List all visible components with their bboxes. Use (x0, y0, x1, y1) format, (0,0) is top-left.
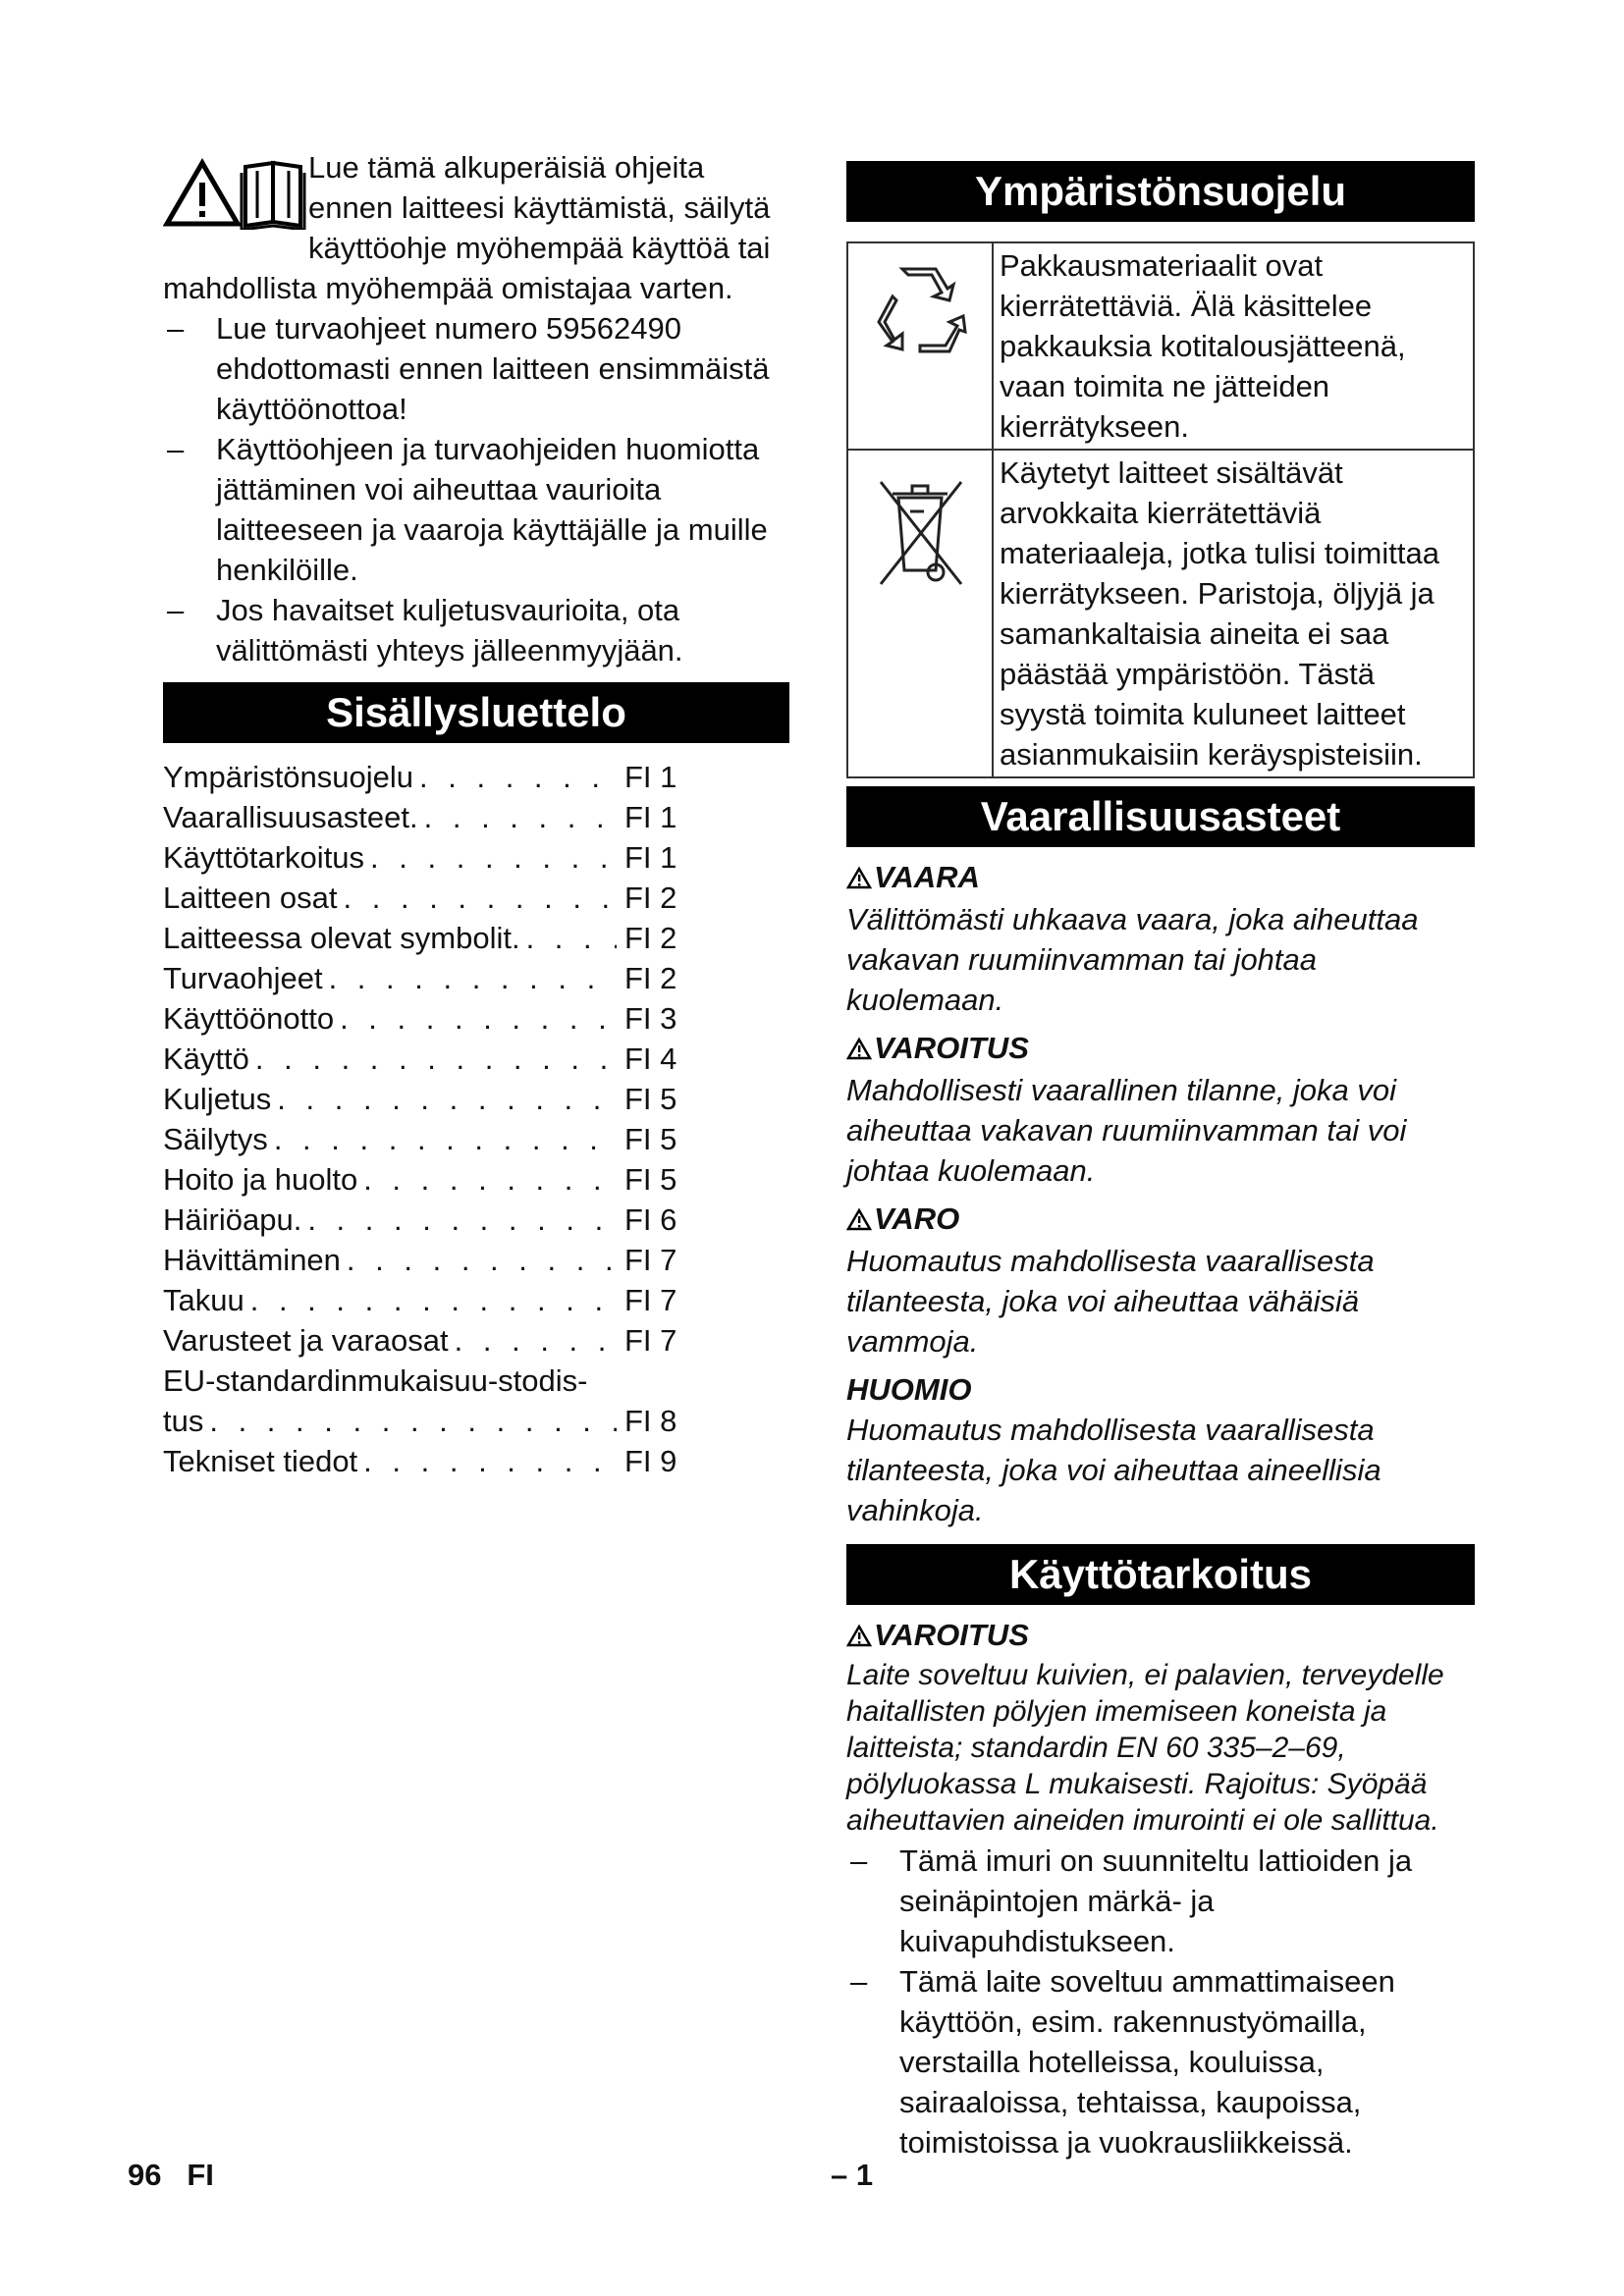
toc-heading: Sisällysluettelo (163, 682, 789, 743)
toc-entry[interactable]: Laitteessa olevat symbolit. . . . FI 2 (163, 918, 693, 958)
intro-text: Lue tämä alkuperäisiä ohjeita ennen laitteesi käyttämistä, säilytä käyttöohje myöhempää käyttöä tai mahdollista myöhempää omistajaa varten. (163, 150, 771, 305)
intro-item: – Lue turvaohjeet numero 59562490 ehdottomasti ennen laitteen ensimmäistä käyttöönottoa! (167, 311, 770, 426)
toc-entry[interactable]: Hävittäminen . . . FI 7 (163, 1240, 693, 1280)
note-label: HUOMIO (846, 1372, 972, 1407)
warning-manual-icon (163, 153, 308, 230)
toc-entry[interactable]: Käyttö . . . FI 4 (163, 1039, 693, 1079)
hazard-heading: Vaarallisuusasteet (846, 786, 1475, 847)
weee-row (848, 449, 1473, 776)
toc-entry[interactable]: Takuu . . . FI 7 (163, 1280, 693, 1320)
warning-icon (846, 1030, 872, 1070)
toc-entry[interactable]: Kuljetus . . . FI 5 (163, 1079, 693, 1119)
table-of-contents (163, 757, 789, 1481)
toc-entry[interactable]: Säilytys . . . FI 5 (163, 1119, 693, 1159)
environment-table (846, 241, 1475, 778)
environment-heading: Ympäristönsuojelu (846, 161, 1475, 222)
page-number-label: 96 FI (128, 2158, 214, 2192)
note-text: Huomautus mahdollisesta vaarallisesta tilanteesta, joka voi aiheuttaa aineellisia vahinkoja. (846, 1413, 1381, 1527)
warning-label: VAROITUS (846, 1028, 1475, 1070)
toc-entry-wrapped[interactable]: EU-standardinmukaisuu-stodis- tus . . . FI 8 (163, 1361, 789, 1441)
usage-heading: Käyttötarkoitus (846, 1544, 1475, 1605)
toc-entry[interactable]: Tekniset tiedot . . . FI 9 (163, 1441, 693, 1481)
danger-label: VAARA (846, 857, 1475, 899)
usage-warning-text: Laite soveltuu kuivien, ei palavien, terveydelle haitallisten pölyjen imemiseen koneista ja laitteista; standardin EN 60 335–2–69, pölyluokassa L mukaisesti. Rajoitus: Syöpää aiheuttavien aineiden imurointi ei ole sallittua. (846, 1659, 1444, 1837)
usage-item: – Tämä laite soveltuu ammattimaiseen käyttöön, esim. rakennustyömailla, verstailla hotelleissa, kouluissa, sairaaloissa, tehtaissa, kaupoissa, toimistoissa ja vuokrausliikkeissä. (850, 1964, 1395, 2160)
toc-entry[interactable]: Häiriöapu. . . . FI 6 (163, 1200, 693, 1240)
danger-text: Välittömästi uhkaava vaara, joka aiheuttaa vakavan ruumiinvamman tai johtaa kuolemaan. (846, 902, 1419, 1017)
toc-entry[interactable]: Laitteen osat . . . FI 2 (163, 878, 693, 918)
crossed-bin-icon (873, 468, 967, 596)
toc-entry[interactable]: Turvaohjeet . . . FI 2 (163, 958, 693, 998)
warning-icon (846, 1617, 872, 1657)
recycle-row (848, 243, 1473, 449)
toc-entry[interactable]: Vaarallisuusasteet. . . . FI 1 (163, 797, 693, 837)
toc-entry[interactable]: Ympäristönsuojelu . . . FI 1 (163, 757, 693, 797)
warning-icon (846, 1201, 872, 1241)
page-center-number: – 1 (831, 2158, 874, 2192)
toc-entry[interactable]: Käyttötarkoitus . . . FI 1 (163, 837, 693, 878)
intro-paragraph (163, 147, 789, 308)
intro-item: – Käyttöohjeen ja turvaohjeiden huomiotta jättäminen voi aiheuttaa vaurioita laitteeseen ja vaaroja käyttäjälle ja muille henkilöille. (167, 432, 768, 587)
warning-text: Mahdollisesti vaarallinen tilanne, joka voi aiheuttaa vakavan ruumiinvamman tai voi johtaa kuolemaan. (846, 1073, 1407, 1188)
intro-icons (163, 153, 308, 230)
left-column (163, 147, 789, 1481)
usage-item: – Tämä imuri on suunniteltu lattioiden ja seinäpintojen märkä- ja kuivapuhdistukseen. (850, 1843, 1413, 1958)
intro-item: – Jos havaitset kuljetusvaurioita, ota välittömästi yhteys jälleenmyyjään. (167, 593, 683, 667)
toc-entry[interactable]: Käyttöönotto . . . FI 3 (163, 998, 693, 1039)
usage-warning-label: VAROITUS (846, 1615, 1475, 1657)
toc-entry[interactable]: Varusteet ja varaosat . . . FI 7 (163, 1320, 693, 1361)
warning-icon (846, 859, 872, 899)
recycle-icon (873, 261, 967, 355)
recycle-text: Pakkausmateriaalit ovat kierrätettäviä. Älä käsittelee pakkauksia kotitalousjätteenä, vaan toimita ne jätteiden kierrätykseen. (1000, 248, 1406, 444)
caution-label: VARO (846, 1199, 1475, 1241)
toc-entry[interactable]: Hoito ja huolto . . . FI 5 (163, 1159, 693, 1200)
weee-text: Käytetyt laitteet sisältävät arvokkaita kierrätettäviä materiaaleja, jotka tulisi toimittaa kierrätykseen. Paristoja, öljyjä ja samankaltaisia aineita ei saa päästää ympäristöön. Tästä syystä toimita kuluneet laitteet asianmukaisiin keräyspisteisiin. (1000, 455, 1439, 772)
caution-text: Huomautus mahdollisesta vaarallisesta tilanteesta, joka voi aiheuttaa vähäisiä vammoja. (846, 1244, 1375, 1359)
right-column (846, 147, 1475, 2163)
